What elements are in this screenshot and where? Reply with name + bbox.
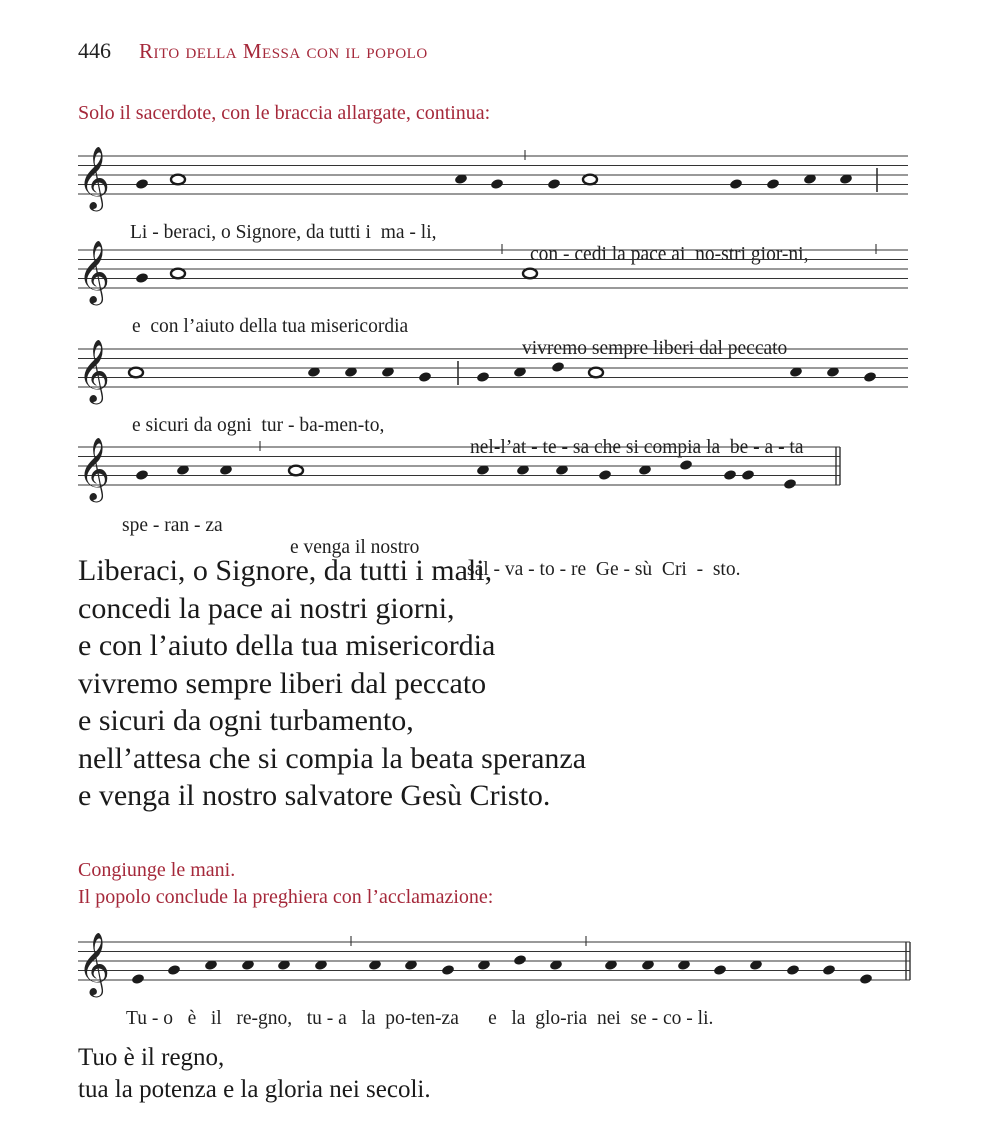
staff-notation [78,932,908,995]
rubric-instruction-2 [78,857,493,911]
staff-notation [78,437,908,500]
prayer-line: nell’attesa che si compia la beata speranza [78,741,587,775]
chant-staff-acclamation [78,932,908,1032]
lyric-phrase: e sicuri da ogni tur - ba-men-to, [132,415,385,436]
lyric-phrase: sal - va - to - re Ge - sù Cri - sto. [467,559,741,580]
page-number: 446 [78,38,111,63]
lyric-phrase: Tu - o è il re-gno, tu - a la po-ten-za e la glo-ria nei se - co - li. [126,1008,714,1029]
acclamation-line: tua la potenza e la gloria nei secoli. [78,1076,431,1103]
lyric-phrase: nel-l’at - te - sa che si compia la be - a - ta [470,437,804,458]
prayer-line: vivremo sempre liberi dal peccato [78,666,487,700]
rubric-instruction: Solo il sacerdote, con le braccia allargate, continua: [78,102,491,124]
prayer-text [78,552,586,815]
treble-clef-icon: 𝄞 [78,146,110,209]
rubric-line: Congiunge le mani. [78,859,236,881]
chant-staff-2 [78,240,908,359]
prayer-line: concedi la pace ai nostri giorni, [78,591,455,625]
lyric-phrase: e con l’aiuto della tua misericordia [132,316,409,337]
treble-clef-icon: 𝄞 [78,240,110,303]
treble-clef-icon: 𝄞 [78,932,110,995]
chant-staff-3 [78,339,908,458]
prayer-line: e con l’aiuto della tua misericordia [78,629,496,662]
staff-notation [78,339,908,402]
lyric-phrase: e venga il nostro [290,537,420,558]
lyric-phrase: spe - ran - za [122,515,223,536]
staff-notation [78,240,908,303]
chant-staff-1 [78,146,908,265]
prayer-line: e venga il nostro salvatore Gesù Cristo. [78,779,551,812]
acclamation-text [78,1042,431,1106]
treble-clef-icon: 𝄞 [78,339,110,402]
lyric-phrase: vivremo sempre liberi dal peccato [522,338,788,359]
prayer-line: Liberaci, o Signore, da tutti i mali, [78,554,493,587]
acclamation-line: Tuo è il regno, [78,1044,225,1071]
running-title: Rito della Messa con il popolo [139,39,428,63]
lyric-phrase: Li - beraci, o Signore, da tutti i ma - li, [130,222,437,243]
prayer-line: e sicuri da ogni turbamento, [78,704,414,737]
lyric-phrase: con - cedi la pace ai no-stri gior-ni, [530,244,809,265]
page-header [78,38,428,64]
rubric-line: Il popolo conclude la preghiera con l’acclamazione: [78,886,494,908]
treble-clef-icon: 𝄞 [78,437,110,500]
staff-notation [78,146,908,209]
